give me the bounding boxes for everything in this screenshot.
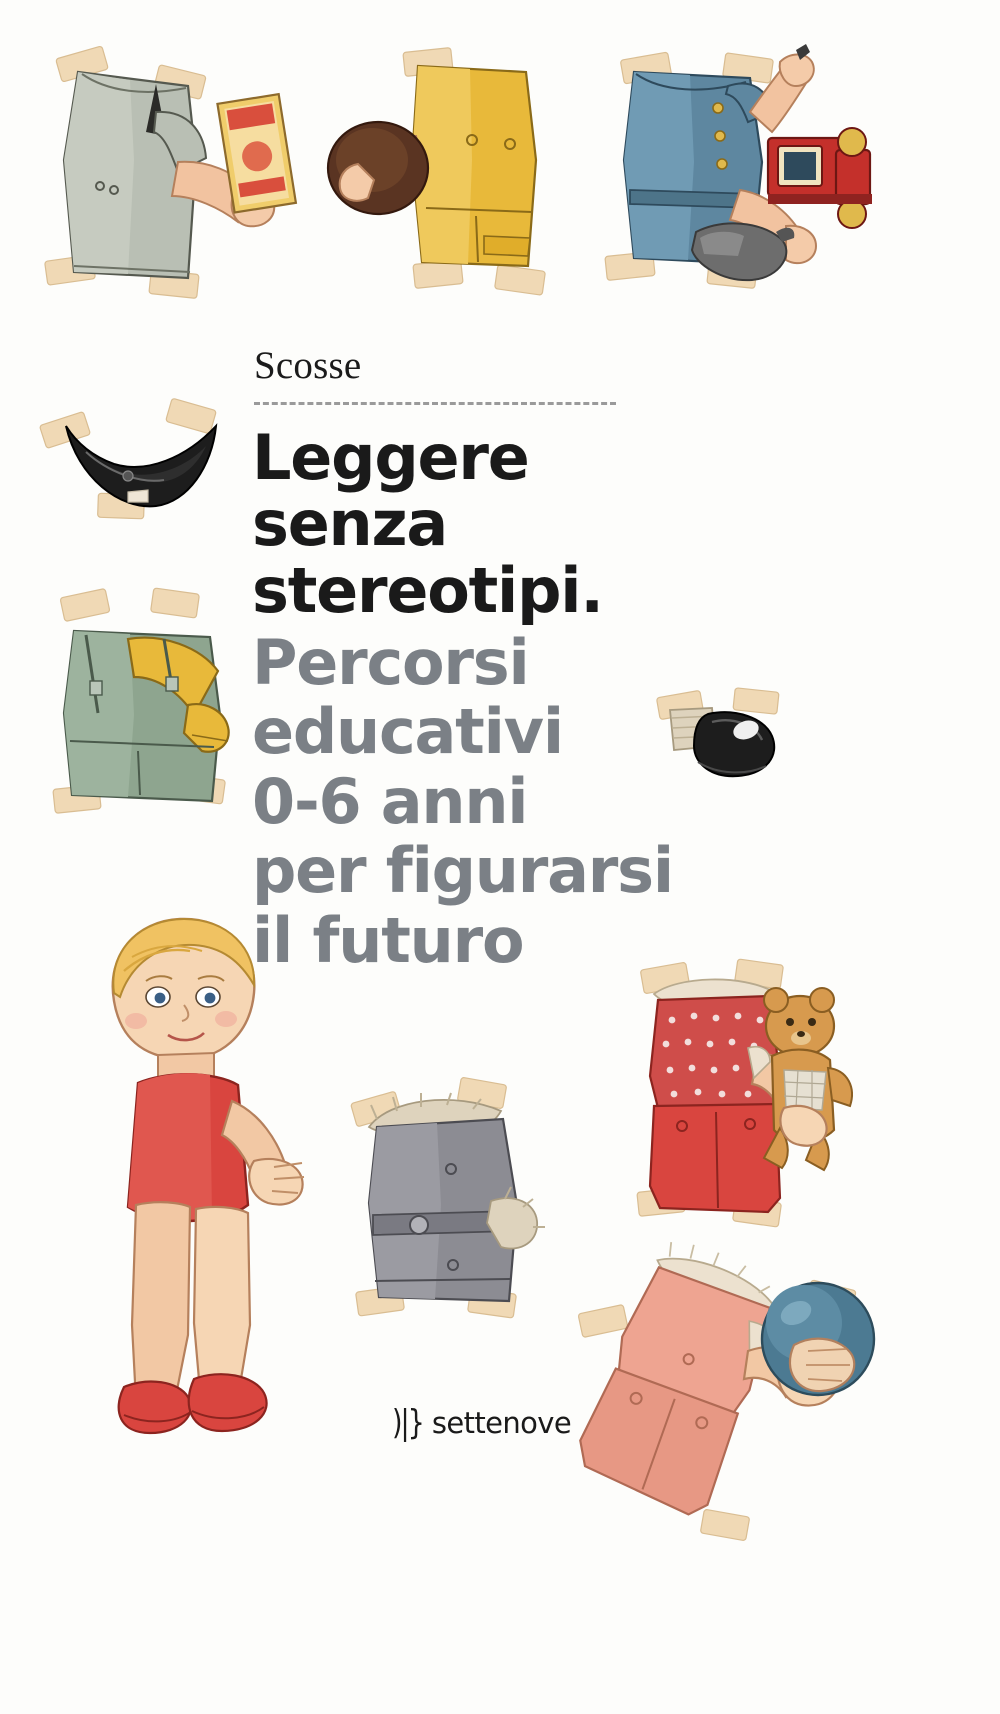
paper-doll-walking-child [62, 905, 342, 1525]
subtitle-line-5: il futuro [252, 903, 524, 977]
subtitle-line-1: Percorsi [252, 625, 529, 699]
title-line-1: Leggere [252, 420, 529, 494]
title-line-2: senza stereotipi. [252, 487, 603, 627]
paper-doll-child-with-book [38, 40, 298, 315]
book-subtitle [252, 625, 772, 977]
book-title [252, 420, 772, 627]
author-name: Scosse [254, 344, 362, 387]
paper-doll-pink-outfit-with-ball [570, 1255, 870, 1585]
publisher-name: settenove [431, 1406, 572, 1440]
dashed-divider [254, 402, 616, 405]
paper-doll-black-hat [36, 390, 236, 535]
paper-doll-yellow-outfit-with-hat [330, 40, 580, 310]
subtitle-line-3: 0-6 anni [252, 764, 528, 838]
cover-text-block [252, 345, 772, 975]
paper-doll-red-outfit-with-teddy [608, 960, 858, 1250]
settenove-mark-icon: )|} [392, 1403, 423, 1443]
subtitle-line-4: per figurarsi [252, 834, 673, 908]
subtitle-line-2: educativi [252, 695, 563, 769]
paper-doll-grey-coat [345, 1075, 565, 1345]
paper-doll-blue-uniform-with-toy-train [600, 42, 890, 312]
publisher-logo [392, 1403, 572, 1443]
paper-doll-green-overalls [42, 585, 257, 855]
